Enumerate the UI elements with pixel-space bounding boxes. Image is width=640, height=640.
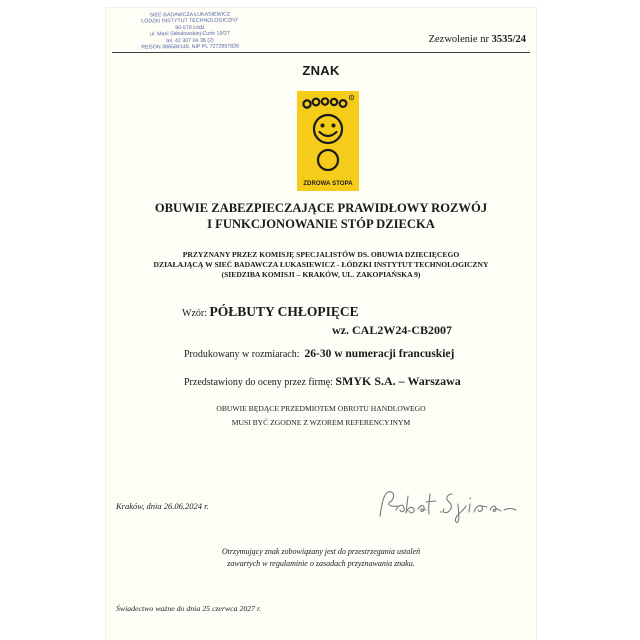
- firm-value: SMYK S.A. – Warszawa: [335, 374, 461, 388]
- certificate-title: [106, 200, 536, 232]
- committee-line: (SIEDZIBA KOMISJI – KRAKÓW, UL. ZAKOPIAŃSKA 9): [221, 269, 421, 279]
- trade-notice-line: OBUWIE BĘDĄCE PRZEDMIOTEM OBROTU HANDLOWEGO: [216, 404, 426, 413]
- stamp-line: SIEĆ BADAWCZA ŁUKASIEWICZ: [149, 11, 231, 19]
- permit-number: [429, 34, 526, 45]
- committee-line: PRZYZNANY PRZEZ KOMISJĘ SPECJALISTÓW DS. OBUWIA DZIECIĘCEGO: [182, 250, 460, 259]
- stamp-line: ŁÓDZKI INSTYTUT TECHNOLOGICZNY: [141, 17, 239, 25]
- sizes-label: Produkowany w rozmiarach:: [184, 349, 300, 360]
- model-value: PÓŁBUTY CHŁOPIĘCE: [209, 304, 359, 319]
- stamp-line: ul. Marii Skłodowskiej-Curie 19/27: [150, 30, 230, 38]
- obligation-note: [106, 546, 536, 570]
- title-line: OBUWIE ZABEZPIECZAJĄCE PRAWIDŁOWY ROZWÓJ: [154, 201, 488, 215]
- model-code: wz. CAL2W24-CB2007: [332, 323, 452, 337]
- committee-statement: [106, 250, 536, 279]
- committee-line: DZIAŁAJĄCĄ W SIEĆ BADAWCZA ŁUKASIEWICZ - ŁÓDZKI INSTYTUT TECHNOLOGICZNY: [153, 259, 489, 269]
- obligation-line: zawartych w regulaminie o zasadach przyznawania znaku.: [227, 559, 415, 568]
- institute-stamp: [120, 11, 260, 51]
- firm-row: [184, 374, 461, 389]
- header-divider: [112, 52, 530, 53]
- signature: [374, 482, 524, 524]
- firm-label: Przedstawiony do oceny przez firmę:: [184, 377, 333, 388]
- obligation-line: Otrzymujący znak zobowiązany jest do przestrzegania ustaleń: [221, 547, 421, 556]
- trade-notice-line: MUSI BYĆ ZGODNE Z WZOREM REFERENCYJNYM: [231, 418, 411, 427]
- title-line: I FUNKCJONOWANIE STÓP DZIECKA: [207, 217, 435, 231]
- svg-text:®: ®: [350, 96, 353, 100]
- healthy-foot-icon: [297, 91, 359, 191]
- permit-label: Zezwolenie nr: [428, 34, 489, 45]
- validity-note: Świadectwo ważne do dnia 25 czerwca 2027 r.: [116, 604, 262, 613]
- certificate-page: [106, 8, 536, 640]
- mark-heading: ZNAK: [302, 63, 340, 78]
- stamp-line: REGON 386584148, NIP PL 7272857826: [141, 43, 240, 51]
- logo-label: ZDROWA STOPA: [303, 181, 353, 187]
- model-label: Wzór:: [182, 308, 207, 319]
- stamp-line: 90-570 Łódź: [175, 24, 205, 31]
- sizes-row: [184, 348, 454, 360]
- zdrowa-stopa-logo: [297, 91, 359, 191]
- stamp-line: tel. 42 307 04 36 (2): [166, 37, 214, 44]
- permit-value: 3535/24: [491, 34, 526, 45]
- place-date: Kraków, dnia 26.06.2024 r.: [116, 501, 209, 511]
- sizes-value: 26-30 w numeracji francuskiej: [304, 348, 455, 360]
- signature-scribble: [374, 482, 524, 524]
- model-row: [182, 304, 359, 320]
- trade-notice: [106, 402, 536, 430]
